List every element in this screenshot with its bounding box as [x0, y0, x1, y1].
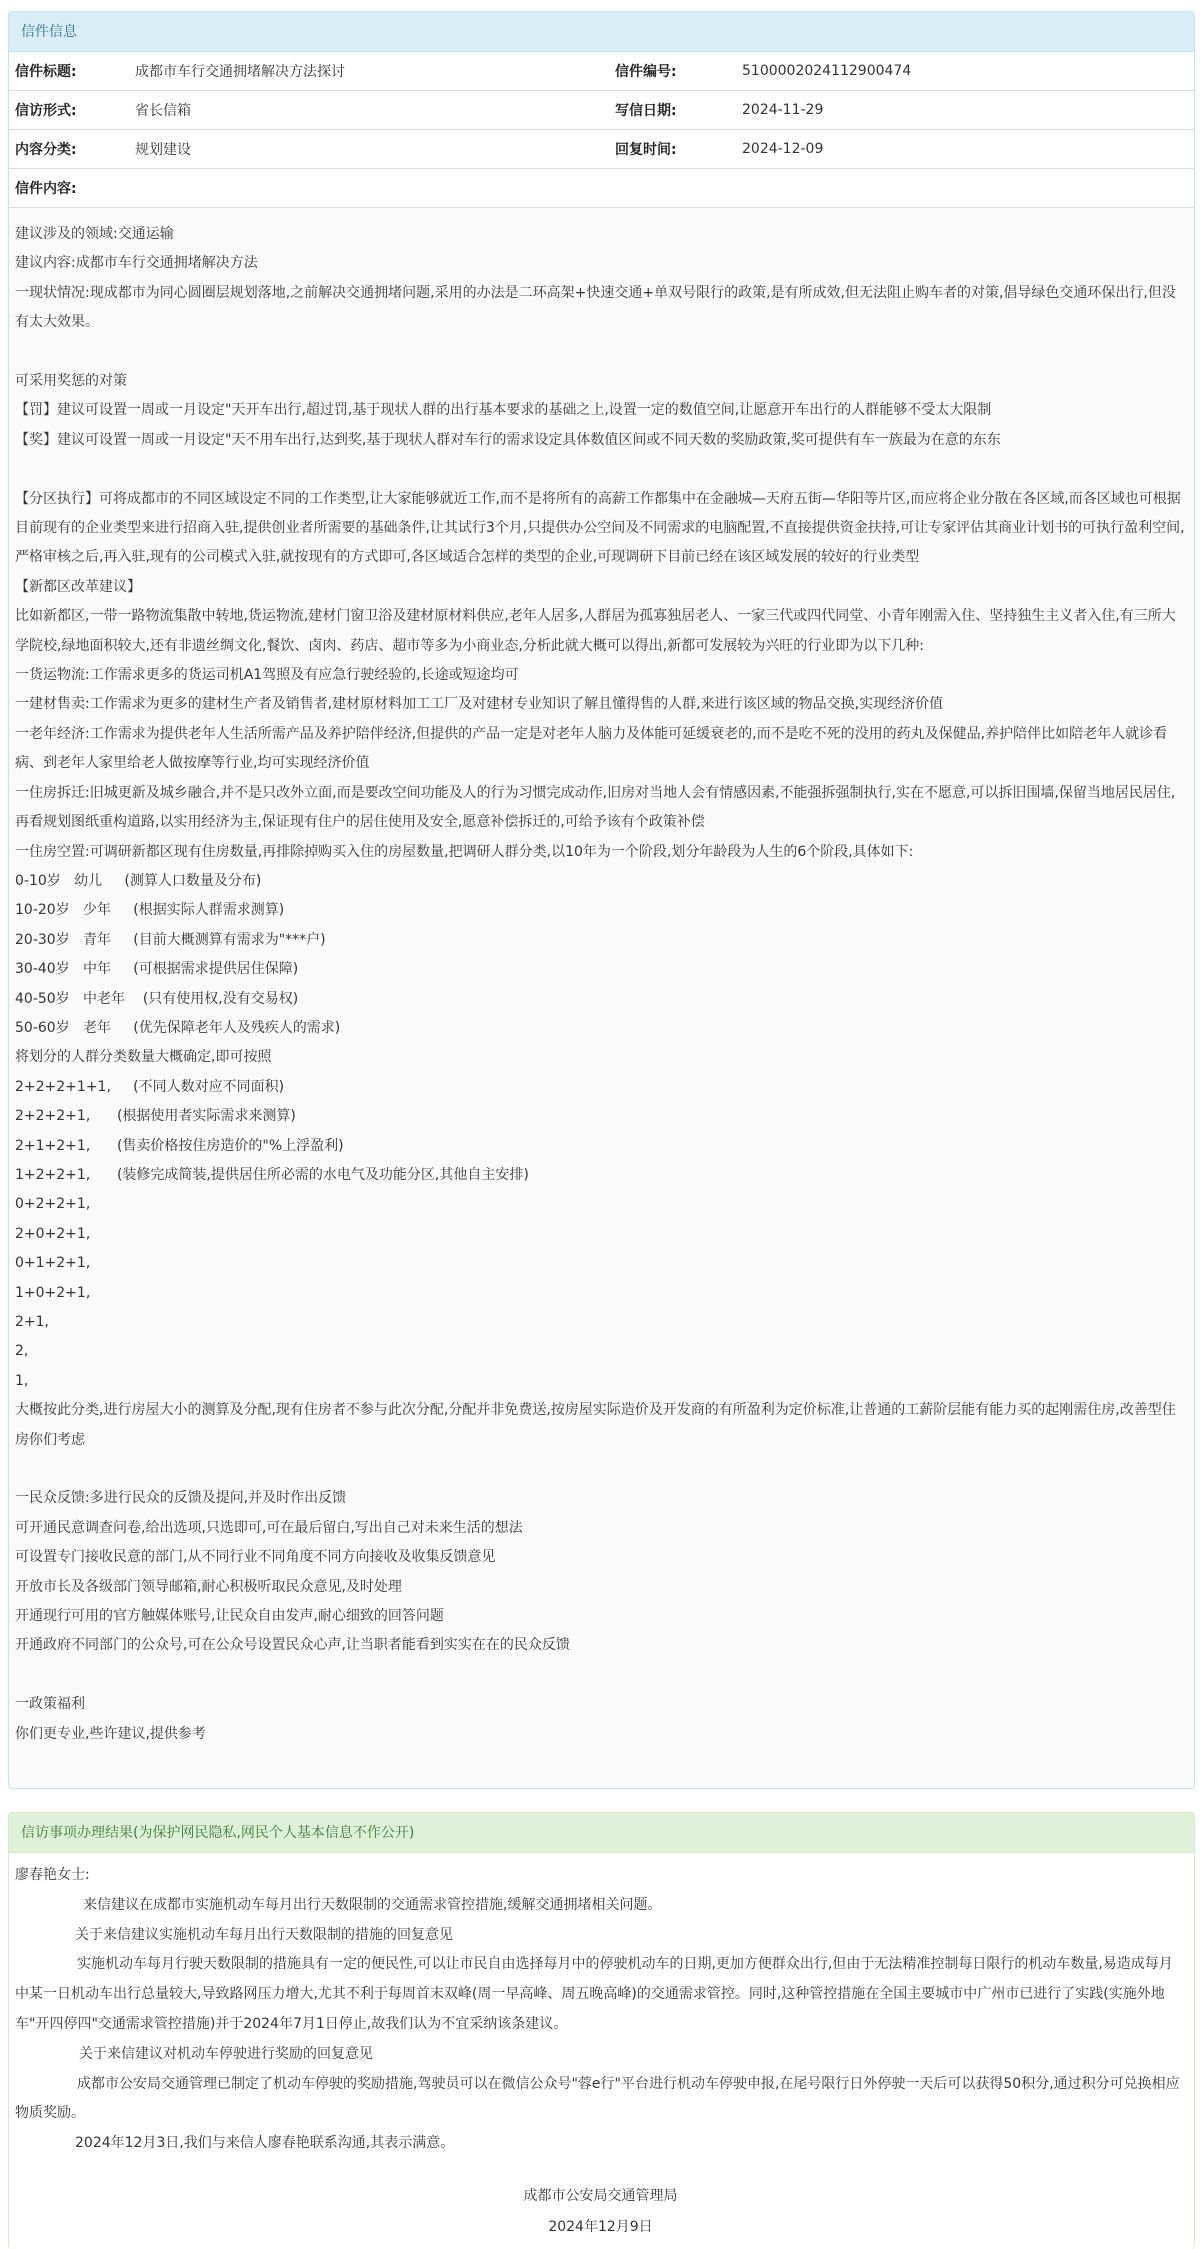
result-signature [15, 2181, 1186, 2243]
letter-content-line: 一现状情况:现成都市为同心圆圈层规划落地,之前解决交通拥堵问题,采用的办法是二环高架+快速交通+单双号限行的政策,是有所成效,但无法阻止购车者的对策,倡导绿色交通环保出行,但没有太大效果。 [15, 284, 1176, 331]
letter-reply-label: 回复时间: [615, 130, 742, 169]
letter-content-line [15, 455, 1186, 484]
letter-date-value: 2024-11-29 [742, 91, 1194, 130]
letter-content-line: 一建材售卖:工作需求为更多的建材生产者及销售者,建材原材料加工工厂及对建材专业知识了解且懂得售的人群,来进行该区域的物品交换,实现经济价值 [15, 696, 944, 713]
letter-content-line: 2+2+2+1, (根据使用者实际需求来测算) [15, 1108, 296, 1125]
letter-content-line [15, 1455, 1186, 1484]
letter-meta-table [9, 52, 1194, 208]
letter-content-line: 1+2+2+1, (装修完成简装,提供居住所必需的水电气及功能分区,其他自主安排) [15, 1166, 529, 1183]
letter-content-line: 一住房拆迁:旧城更新及城乡融合,并不是只改外立面,而是要改空间功能及人的行为习惯完成动作,旧房对当地人会有情感因素,不能强拆强制执行,实在不愿意,可以拆旧围墙,保留当地居民居住,再看规划图纸重构道路,以实用经济为主,保证现有住户的居住使用及安全,愿意补偿拆迁的,可给予该有个政策补偿 [15, 784, 1176, 831]
letter-content-line: 0+2+2+1, [15, 1196, 91, 1213]
letter-content-line: 0-10岁 幼儿 (测算人口数量及分布) [15, 872, 262, 889]
letter-content-line: 2, [15, 1343, 29, 1360]
meta-row [9, 52, 1194, 91]
letter-content-line: 一民众反馈:多进行民众的反馈及提问,并及时作出反馈 [15, 1490, 347, 1507]
result-paragraph: 来信建议在成都市实施机动车每月出行天数限制的交通需求管控措施,缓解交通拥堵相关问题。 [83, 1896, 662, 1913]
letter-content-line: 【新都区改革建议】 [15, 578, 141, 595]
letter-content-body [9, 208, 1194, 1749]
letter-content-line: 2+1+2+1, (售卖价格按住房造价的"%上浮盈利) [15, 1137, 344, 1154]
letter-content-line: 你们更专业,些许建议,提供参考 [15, 1725, 206, 1742]
signature-date: 2024年12月9日 [548, 2218, 653, 2235]
letter-content-label: 信件内容: [9, 169, 1194, 208]
letter-content-line: 可采用奖惩的对策 [15, 373, 127, 390]
meta-row [9, 91, 1194, 130]
letter-content-line: 可设置专门接收民意的部门,从不同行业不同角度不同方向接收及收集反馈意见 [15, 1549, 496, 1566]
letter-content-line: 1, [15, 1372, 29, 1389]
letter-title-value: 成都市车行交通拥堵解决方法探讨 [135, 52, 615, 91]
letter-category-label: 内容分类: [9, 130, 135, 169]
letter-content-line: 10-20岁 少年 (根据实际人群需求测算) [15, 902, 285, 919]
letter-category-value: 规划建设 [135, 130, 615, 169]
letter-form-label: 信访形式: [9, 91, 135, 130]
letter-content-line: 开通现行可用的官方触媒体账号,让民众自由发声,耐心细致的回答问题 [15, 1608, 444, 1625]
result-panel [8, 1812, 1195, 2249]
letter-info-panel [8, 11, 1195, 1789]
result-greeting: 廖春艳女士: [15, 1867, 90, 1883]
letter-number-value: 5100002024112900474 [742, 52, 1194, 91]
result-paragraph: 2024年12月3日,我们与来信人廖春艳联系沟通,其表示满意。 [75, 2135, 455, 2152]
letter-date-label: 写信日期: [615, 91, 742, 130]
letter-form-value: 省长信箱 [135, 91, 615, 130]
letter-content-line: 大概按此分类,进行房屋大小的测算及分配,现有住房者不参与此次分配,分配并非免费送,按房屋实际造价及开发商的有所盈利为定价标准,让普通的工薪阶层能有能力买的起刚需住房,改善型住房你们考虑 [15, 1402, 1176, 1448]
meta-row [9, 169, 1194, 208]
letter-content-line: 30-40岁 中年 (可根据需求提供居住保障) [15, 961, 299, 978]
letter-content-line [15, 1661, 1186, 1690]
letter-content-line: 【分区执行】可将成都市的不同区域设定不同的工作类型,让大家能够就近工作,而不是将所有的高薪工作都集中在金融城—天府五街—华阳等片区,而应将企业分散在各区域,而各区域也可根据目前现有的企业类型来进行招商入驻,提供创业者所需要的基础条件,让其试行3个月,只提供办公空间及不同需求的电脑配置,不直接提供资金扶持,可让专家评估其商业计划书的可执行盈利空间,严格审核之后,再入驻,现有的公司模式入驻,就按现有的方式即可,各区域适合怎样的类型的企业,可现调研下目前已经在该区域发展的较好的行业类型 [15, 490, 1185, 566]
letter-content-line: 开放市长及各级部门领导邮箱,耐心积极听取民众意见,及时处理 [15, 1578, 402, 1595]
letter-info-heading: 信件信息 [9, 12, 1194, 52]
letter-title-label: 信件标题: [9, 52, 135, 91]
result-paragraph: 实施机动车每月行驶天数限制的措施具有一定的便民性,可以让市民自由选择每月中的停驶机动车的日期,更加方便群众出行,但由于无法精准控制每日限行的机动车数量,易造成每月中某一日机动车出行总量较大,导致路网压力增大,尤其不利于每周首末双峰(周一早高峰、周五晚高峰)的交通需求管控。同时,这种管控措施在全国主要城市中广州市已进行了实践(实施外地车"开四停四"交通需求管控措施)并于2024年7月1日停止,故我们认为不宜采纳该条建议。 [15, 1956, 1173, 2032]
letter-content-line: 一住房空置:可调研新都区现有住房数量,再排除掉购买入住的房屋数量,把调研人群分类,以10年为一个阶段,划分年龄段为人生的6个阶段,具体如下: [15, 843, 914, 860]
letter-content-line: 0+1+2+1, [15, 1255, 91, 1272]
letter-content-line: 比如新都区,一带一路物流集散中转地,货运物流,建材门窗卫浴及建材原材料供应,老年人居多,人群居为孤寡独居老人、一家三代或四代同堂、小青年刚需入住、坚持独生主义者入住,有三所大学院校,绿地面积较大,还有非遗丝绸文化,餐饮、卤肉、药店、超市等多为小商业态,分析此就大概可以得出,新都可发展较为兴旺的行业即为以下几种: [15, 608, 1176, 654]
letter-content-line: 【罚】建议可设置一周或一月设定"天开车出行,超过罚,基于现状人群的出行基本要求的基础之上,设置一定的数值空间,让愿意开车出行的人群能够不受太大限制 [15, 402, 992, 419]
letter-content-line: 20-30岁 青年 (目前大概测算有需求为"***户) [15, 931, 326, 948]
result-subheading: 关于来信建议对机动车停驶进行奖励的回复意见 [79, 2045, 373, 2062]
letter-content-line: 将划分的人群分类数量大概确定,即可按照 [15, 1049, 272, 1066]
letter-number-label: 信件编号: [615, 52, 742, 91]
letter-content-line: 建议内容:成都市车行交通拥堵解决方法 [15, 255, 258, 272]
letter-content-line: 2+1, [15, 1314, 49, 1330]
result-body [9, 1853, 1194, 2243]
letter-content-line: 建议涉及的领域:交通运输 [15, 226, 174, 242]
letter-content-line: 一老年经济:工作需求为提供老年人生活所需产品及养护陪伴经济,但提供的产品一定是对老年人脑力及体能可延缓衰老的,而不是吃不死的没用的药丸及保健品,养护陪伴比如陪老年人就诊看病、到老年人家里给老人做按摩等行业,均可实现经济价值 [15, 725, 1168, 772]
result-subheading: 关于来信建议实施机动车每月出行天数限制的措施的回复意见 [75, 1926, 453, 1943]
letter-reply-value: 2024-12-09 [742, 130, 1194, 169]
result-heading: 信访事项办理结果(为保护网民隐私,网民个人基本信息不作公开) [9, 1813, 1194, 1853]
letter-content-line: 40-50岁 中老年 (只有使用权,没有交易权) [15, 990, 299, 1007]
letter-content-line: 2+0+2+1, [15, 1225, 91, 1242]
letter-content-line: 一政策福利 [15, 1696, 85, 1713]
letter-content-line: 50-60岁 老年 (优先保障老年人及残疾人的需求) [15, 1019, 341, 1036]
letter-content-line: 可开通民意调查问卷,给出选项,只选即可,可在最后留白,写出自己对未来生活的想法 [15, 1519, 523, 1536]
letter-content-line: 开通政府不同部门的公众号,可在公众号设置民众心声,让当职者能看到实实在在的民众反馈 [15, 1637, 570, 1654]
letter-content-line: 2+2+2+1+1, (不同人数对应不同面积) [15, 1078, 285, 1095]
letter-content-line [15, 338, 1186, 367]
letter-content-line: 【奖】建议可设置一周或一月设定"天不用车出行,达到奖,基于现状人群对车行的需求设定具体数值区间或不同天数的奖励政策,奖可提供有车一族最为在意的东东 [15, 431, 1001, 448]
signature-org: 成都市公安局交通管理局 [523, 2187, 678, 2204]
result-paragraph: 成都市公安局交通管理已制定了机动车停驶的奖励措施,驾驶员可以在微信公众号"蓉e行"平台进行机动车停驶申报,在尾号限行日外停驶一天后可以获得50积分,通过积分可兑换相应物质奖励。 [15, 2075, 1180, 2122]
meta-row [9, 130, 1194, 169]
letter-content-line: 1+0+2+1, [15, 1284, 91, 1301]
letter-content-line: 一货运物流:工作需求更多的货运司机A1驾照及有应急行驶经验的,长途或短途均可 [15, 667, 519, 684]
